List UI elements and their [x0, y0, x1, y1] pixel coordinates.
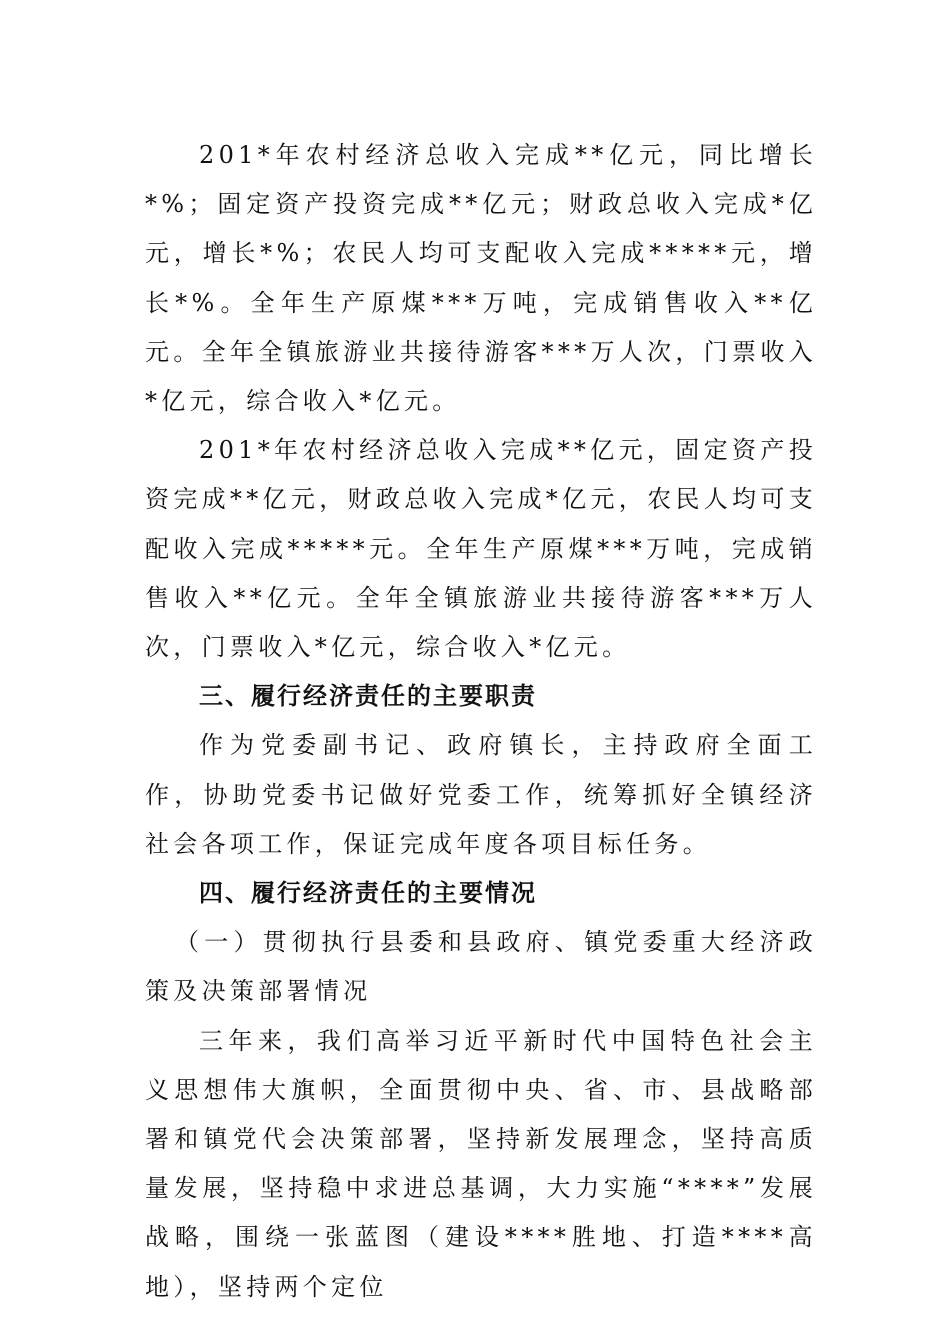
paragraph-economic-summary-1: 201*年农村经济总收入完成**亿元，同比增长*%；固定资产投资完成**亿元；财政总收入完成*亿元，增长*%；农民人均可支配收入完成*****元，增长*%。全年生产原煤***万吨，完成销售收入**亿元。全年全镇旅游业共接待游客***万人次，门票收入*亿元，综合收入*亿元。	[145, 141, 817, 416]
document-page	[145, 131, 817, 1312]
subsection-heading-1: （一）贯彻执行县委和县政府、镇党委重大经济政策及决策部署情况	[145, 928, 817, 1006]
paragraph-responsibilities: 作为党委副书记、政府镇长，主持政府全面工作，协助党委书记做好党委工作，统筹抓好全镇经济社会各项工作，保证完成年度各项目标任务。	[145, 731, 817, 858]
paragraph-economic-summary-2: 201*年农村经济总收入完成**亿元，固定资产投资完成**亿元，财政总收入完成*亿元，农民人均可支配收入完成*****元。全年生产原煤***万吨，完成销售收入**亿元。全年全镇旅游业共接待游客***万人次，门票收入*亿元，综合收入*亿元。	[145, 436, 817, 662]
paragraph-three-years: 三年来，我们高举习近平新时代中国特色社会主义思想伟大旗帜，全面贯彻中央、省、市、县战略部署和镇党代会决策部署，坚持新发展理念，坚持高质量发展，坚持稳中求进总基调，大力实施“****”发展战略，围绕一张蓝图（建设****胜地、打造****高地），坚持两个定位	[145, 1026, 817, 1301]
section-heading-4: 四、履行经济责任的主要情况	[199, 879, 537, 908]
section-heading-3: 三、履行经济责任的主要职责	[199, 682, 537, 711]
